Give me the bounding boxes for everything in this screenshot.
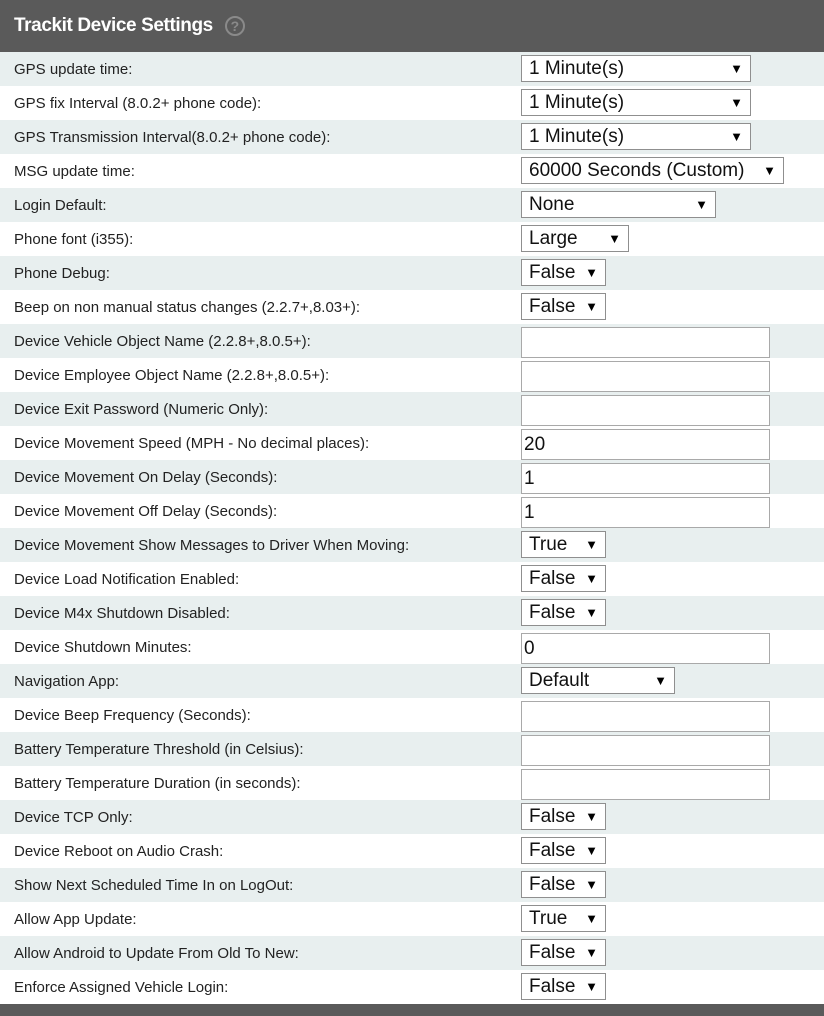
setting-input[interactable]: [521, 327, 770, 358]
settings-row: [0, 868, 824, 902]
setting-select[interactable]: [521, 225, 629, 252]
settings-row: [0, 222, 824, 256]
select-value: False: [529, 262, 576, 283]
setting-label: GPS Transmission Interval(8.0.2+ phone code):: [14, 129, 331, 146]
setting-select[interactable]: [521, 191, 716, 218]
setting-label: Phone Debug:: [14, 265, 110, 282]
dropdown-arrow-icon: ▼: [585, 809, 598, 824]
setting-label: Enforce Assigned Vehicle Login:: [14, 979, 229, 996]
setting-label: Device Shutdown Minutes:: [14, 639, 192, 656]
page-title: Trackit Device Settings: [14, 15, 213, 36]
setting-label: Navigation App:: [14, 673, 120, 690]
select-value: Default: [529, 670, 590, 691]
select-value: False: [529, 976, 576, 997]
dropdown-arrow-icon: ▼: [585, 571, 598, 586]
settings-list: [0, 52, 824, 1004]
setting-label: Login Default:: [14, 197, 107, 214]
setting-label: Device Employee Object Name (2.2.8+,8.0.5+):: [14, 367, 330, 384]
setting-input[interactable]: [521, 361, 770, 392]
settings-row: [0, 188, 824, 222]
help-icon[interactable]: ?: [225, 16, 245, 36]
settings-row: [0, 630, 824, 664]
select-value: None: [529, 194, 575, 215]
setting-label: Device Vehicle Object Name (2.2.8+,8.0.5+):: [14, 333, 311, 350]
setting-label: Device Movement Show Messages to Driver When Moving:: [14, 537, 410, 554]
select-value: False: [529, 806, 576, 827]
dropdown-arrow-icon: ▼: [695, 197, 708, 212]
setting-select[interactable]: [521, 55, 751, 82]
dropdown-arrow-icon: ▼: [585, 843, 598, 858]
setting-select[interactable]: [521, 871, 606, 898]
settings-row: [0, 86, 824, 120]
setting-select[interactable]: [521, 905, 606, 932]
select-value: False: [529, 602, 576, 623]
select-value: False: [529, 568, 576, 589]
settings-row: [0, 698, 824, 732]
settings-row: [0, 732, 824, 766]
settings-row: [0, 256, 824, 290]
setting-select[interactable]: [521, 599, 606, 626]
setting-select[interactable]: [521, 803, 606, 830]
setting-label: Battery Temperature Threshold (in Celsius):: [14, 741, 304, 758]
dropdown-arrow-icon: ▼: [763, 163, 776, 178]
dropdown-arrow-icon: ▼: [585, 537, 598, 552]
settings-row: [0, 358, 824, 392]
setting-label: Device Reboot on Audio Crash:: [14, 843, 224, 860]
setting-label: Phone font (i355):: [14, 231, 134, 248]
setting-input[interactable]: [521, 395, 770, 426]
setting-input[interactable]: [521, 735, 770, 766]
settings-row: [0, 52, 824, 86]
setting-label: GPS update time:: [14, 61, 133, 78]
settings-row: [0, 902, 824, 936]
setting-label: Device Movement Off Delay (Seconds):: [14, 503, 278, 520]
select-value: 1 Minute(s): [529, 92, 625, 113]
settings-row: [0, 562, 824, 596]
settings-row: [0, 528, 824, 562]
settings-row: [0, 936, 824, 970]
settings-row: [0, 800, 824, 834]
settings-row: [0, 120, 824, 154]
setting-label: Show Next Scheduled Time In on LogOut:: [14, 877, 294, 894]
dropdown-arrow-icon: ▼: [730, 95, 743, 110]
select-value: 60000 Seconds (Custom): [529, 160, 745, 181]
select-value: False: [529, 296, 576, 317]
dropdown-arrow-icon: ▼: [654, 673, 667, 688]
select-value: False: [529, 874, 576, 895]
setting-label: Device Exit Password (Numeric Only):: [14, 401, 269, 418]
setting-label: Allow Android to Update From Old To New:: [14, 945, 299, 962]
setting-select[interactable]: [521, 973, 606, 1000]
setting-input[interactable]: 20: [521, 429, 770, 460]
setting-label: Device M4x Shutdown Disabled:: [14, 605, 230, 622]
dropdown-arrow-icon: ▼: [585, 605, 598, 620]
dropdown-arrow-icon: ▼: [585, 911, 598, 926]
settings-row: [0, 290, 824, 324]
settings-row: [0, 392, 824, 426]
settings-header: [0, 0, 824, 52]
settings-row: [0, 596, 824, 630]
setting-input[interactable]: [521, 701, 770, 732]
settings-row: [0, 324, 824, 358]
dropdown-arrow-icon: ▼: [585, 299, 598, 314]
setting-select[interactable]: [521, 565, 606, 592]
select-value: False: [529, 840, 576, 861]
setting-select[interactable]: [521, 667, 675, 694]
setting-input[interactable]: 1: [521, 497, 770, 528]
setting-label: Battery Temperature Duration (in seconds):: [14, 775, 301, 792]
setting-select[interactable]: [521, 293, 606, 320]
dropdown-arrow-icon: ▼: [585, 979, 598, 994]
settings-row: [0, 494, 824, 528]
setting-label: Device TCP Only:: [14, 809, 133, 826]
select-value: 1 Minute(s): [529, 58, 625, 79]
setting-input[interactable]: [521, 769, 770, 800]
setting-select[interactable]: [521, 939, 606, 966]
setting-label: Device Movement Speed (MPH - No decimal places):: [14, 435, 370, 452]
select-value: Large: [529, 228, 578, 249]
select-value: True: [529, 534, 568, 555]
settings-row: [0, 460, 824, 494]
setting-select[interactable]: [521, 123, 751, 150]
dropdown-arrow-icon: ▼: [585, 945, 598, 960]
dropdown-arrow-icon: ▼: [730, 61, 743, 76]
dropdown-arrow-icon: ▼: [585, 265, 598, 280]
dropdown-arrow-icon: ▼: [585, 877, 598, 892]
setting-input[interactable]: 1: [521, 463, 770, 494]
footer-bar: [0, 1004, 824, 1016]
setting-select[interactable]: [521, 89, 751, 116]
setting-label: Device Movement On Delay (Seconds):: [14, 469, 278, 486]
settings-row: [0, 834, 824, 868]
select-value: 1 Minute(s): [529, 126, 625, 147]
dropdown-arrow-icon: ▼: [730, 129, 743, 144]
setting-select[interactable]: [521, 157, 784, 184]
settings-row: [0, 426, 824, 460]
settings-row: [0, 766, 824, 800]
setting-label: Device Load Notification Enabled:: [14, 571, 240, 588]
setting-label: Beep on non manual status changes (2.2.7+,8.03+):: [14, 299, 361, 316]
setting-label: MSG update time:: [14, 163, 135, 180]
setting-select[interactable]: [521, 531, 606, 558]
setting-input[interactable]: 0: [521, 633, 770, 664]
setting-label: Allow App Update:: [14, 911, 137, 928]
settings-row: [0, 154, 824, 188]
settings-row: [0, 664, 824, 698]
select-value: True: [529, 908, 568, 929]
settings-row: [0, 970, 824, 1004]
dropdown-arrow-icon: ▼: [608, 231, 621, 246]
setting-label: Device Beep Frequency (Seconds):: [14, 707, 251, 724]
setting-label: GPS fix Interval (8.0.2+ phone code):: [14, 95, 262, 112]
setting-select[interactable]: [521, 837, 606, 864]
setting-select[interactable]: [521, 259, 606, 286]
select-value: False: [529, 942, 576, 963]
